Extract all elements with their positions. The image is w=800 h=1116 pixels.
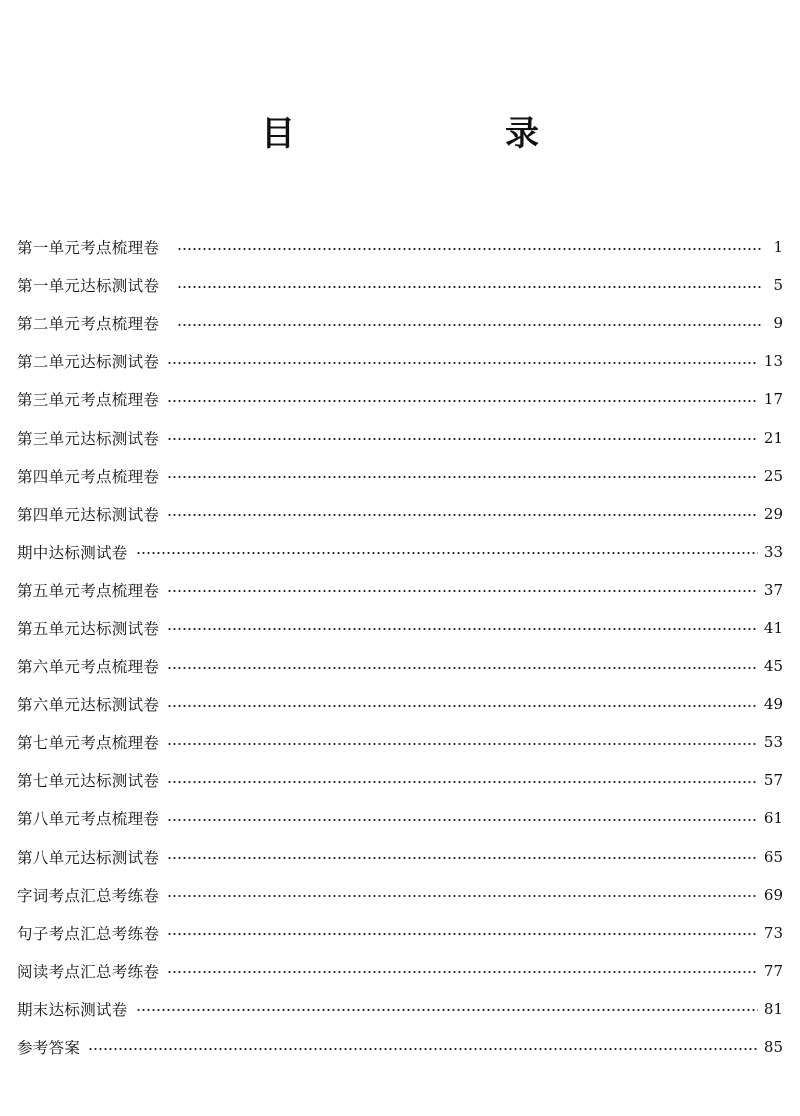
dot-leader	[167, 781, 758, 783]
toc-entry-page: 17	[763, 390, 783, 409]
toc-entry-page: 85	[763, 1038, 783, 1057]
toc-entry-page: 41	[763, 618, 783, 637]
toc-entry-page: 65	[763, 847, 783, 866]
toc-entry[interactable]	[17, 342, 783, 380]
toc-entry-label: 期中达标测试卷	[17, 543, 128, 562]
toc-entry[interactable]	[17, 571, 783, 609]
toc-entry[interactable]	[17, 609, 783, 647]
dot-leader	[167, 438, 758, 440]
dot-leader	[167, 895, 758, 897]
toc-entry-label: 字词考点汇总考练卷	[17, 886, 160, 905]
toc-entry-label: 参考答案	[17, 1039, 81, 1058]
toc-entry-page: 33	[763, 542, 783, 561]
dot-leader	[167, 362, 758, 364]
page-title: 目 录	[261, 114, 627, 154]
dot-leader	[167, 933, 758, 935]
toc-entry[interactable]	[17, 304, 783, 342]
dot-leader	[167, 857, 758, 859]
dot-leader	[177, 324, 763, 326]
toc-entry-label: 句子考点汇总考练卷	[17, 924, 160, 943]
dot-leader	[167, 628, 758, 630]
toc-entry-page: 49	[763, 695, 783, 714]
toc-entry-page: 21	[763, 428, 783, 447]
dot-leader	[136, 1009, 758, 1011]
toc-entry-page: 25	[763, 466, 783, 485]
toc-entry[interactable]	[17, 228, 783, 266]
toc-entry-page: 69	[763, 885, 783, 904]
toc-entry-page: 1	[773, 238, 783, 257]
toc-entry-label: 第五单元考点梳理卷	[17, 581, 160, 600]
toc-entry[interactable]	[17, 647, 783, 685]
toc-entry-label: 第二单元达标测试卷	[17, 353, 160, 372]
dot-leader	[136, 552, 758, 554]
toc-entry[interactable]	[17, 799, 783, 837]
toc-entry-label: 第七单元达标测试卷	[17, 772, 160, 791]
toc-entry-label: 第四单元达标测试卷	[17, 505, 160, 524]
toc-entry[interactable]	[17, 876, 783, 914]
toc-entry-label: 阅读考点汇总考练卷	[17, 962, 160, 981]
dot-leader	[167, 476, 758, 478]
toc-entry-label: 期末达标测试卷	[17, 1000, 128, 1019]
dot-leader	[177, 286, 763, 288]
dot-leader	[167, 667, 758, 669]
toc-entry-label: 第四单元考点梳理卷	[17, 467, 160, 486]
toc-entry[interactable]	[17, 418, 783, 456]
dot-leader	[167, 590, 758, 592]
toc-entry[interactable]	[17, 838, 783, 876]
toc-entry-page: 61	[763, 809, 783, 828]
toc-entry[interactable]	[17, 533, 783, 571]
toc-entry-label: 第八单元达标测试卷	[17, 848, 160, 867]
toc-entry-page: 9	[773, 314, 783, 333]
toc-entry[interactable]	[17, 761, 783, 799]
toc-entry[interactable]	[17, 380, 783, 418]
toc-entry-page: 13	[763, 352, 783, 371]
toc-entry[interactable]	[17, 457, 783, 495]
toc-entry-page: 53	[763, 733, 783, 752]
toc-entry-label: 第八单元考点梳理卷	[17, 810, 160, 829]
dot-leader	[167, 971, 758, 973]
table-of-contents	[17, 228, 783, 1066]
toc-entry-label: 第六单元考点梳理卷	[17, 658, 160, 677]
toc-entry-label: 第六单元达标测试卷	[17, 696, 160, 715]
toc-entry[interactable]	[17, 266, 783, 304]
toc-entry[interactable]	[17, 1028, 783, 1066]
dot-leader	[177, 248, 763, 250]
toc-entry-page: 77	[763, 961, 783, 980]
toc-entry-page: 37	[763, 580, 783, 599]
toc-entry[interactable]	[17, 495, 783, 533]
toc-entry-page: 5	[773, 276, 783, 295]
toc-entry-page: 73	[763, 923, 783, 942]
toc-entry-label: 第一单元达标测试卷	[17, 277, 160, 296]
toc-entry-label: 第一单元考点梳理卷	[17, 239, 160, 258]
toc-entry-label: 第二单元考点梳理卷	[17, 315, 160, 334]
toc-entry[interactable]	[17, 914, 783, 952]
toc-entry-page: 81	[763, 999, 783, 1018]
toc-entry-label: 第三单元达标测试卷	[17, 429, 160, 448]
toc-entry-label: 第三单元考点梳理卷	[17, 391, 160, 410]
toc-entry-page: 29	[763, 504, 783, 523]
dot-leader	[167, 514, 758, 516]
dot-leader	[167, 400, 758, 402]
dot-leader	[167, 705, 758, 707]
dot-leader	[88, 1048, 758, 1050]
toc-entry-label: 第五单元达标测试卷	[17, 619, 160, 638]
toc-entry[interactable]	[17, 723, 783, 761]
toc-entry[interactable]	[17, 990, 783, 1028]
toc-entry[interactable]	[17, 685, 783, 723]
toc-entry-label: 第七单元考点梳理卷	[17, 734, 160, 753]
toc-entry-page: 45	[763, 657, 783, 676]
dot-leader	[167, 819, 758, 821]
toc-entry[interactable]	[17, 952, 783, 990]
toc-entry-page: 57	[763, 771, 783, 790]
dot-leader	[167, 743, 758, 745]
